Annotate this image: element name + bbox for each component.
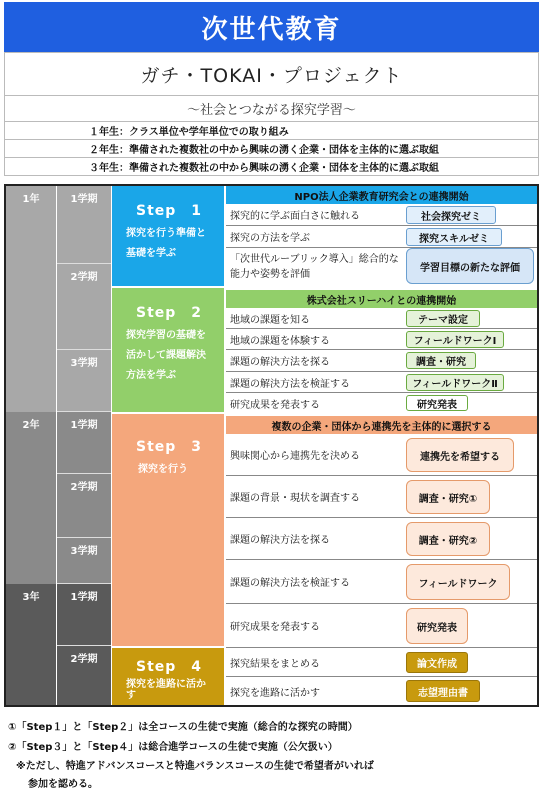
step-4-title: Step 4 <box>136 659 203 675</box>
tag-social-seminar: 社会探究ゼミ <box>406 206 496 224</box>
activity-text: 興味関心から連携先を決める <box>230 451 360 462</box>
step-2-desc: 探究学習の基礎を活かして課題解決方法を学ぶ <box>126 330 206 381</box>
tag-presentation: 研究発表 <box>406 395 468 411</box>
step-1-title: Step 1 <box>136 203 203 219</box>
list-item <box>226 308 537 329</box>
intro-year3: ３年生：準備された複数社の中から興味の湧く企業・団体を主体的に選ぶ取組 <box>4 158 539 176</box>
term-1-1: 1学期 <box>57 186 111 264</box>
tag-motivation-letter: 志望理由書 <box>406 680 480 702</box>
term-2-1: 1学期 <box>57 412 111 474</box>
tag-research-1: 調査・研究① <box>406 480 490 514</box>
activity-text: 探究を進路に活かす <box>230 687 320 699</box>
step-4-desc: 探究を進路に活かす <box>126 679 206 701</box>
term-2-2: 2学期 <box>57 474 111 538</box>
list-item <box>226 393 537 413</box>
page-title: 次世代教育 <box>4 2 539 52</box>
tag-skill-seminar: 探究スキルゼミ <box>406 228 502 246</box>
tag-fieldwork: フィールドワーク <box>406 564 510 600</box>
term-2-3: 3学期 <box>57 538 111 584</box>
footnote-3: ※ただし、特進アドバンスコースと特進バランスコースの生徒で希望者がいれば <box>16 761 374 772</box>
intro-year1: １年生：クラス単位や学年単位での取り組み <box>4 122 539 140</box>
term-1-2: 2学期 <box>57 264 111 350</box>
activity-text: 探究的に学ぶ面白さに触れる <box>230 211 360 222</box>
activity-text: 課題の解決方法を検証する <box>230 378 350 390</box>
step-3-block <box>112 414 224 646</box>
step-1-desc: 探究を行う準備と基礎を学ぶ <box>126 228 206 259</box>
activity-text: 「次世代ルーブリック導入」総合的な能力や姿勢を評価 <box>230 254 399 280</box>
step-1-partner-header: NPO法人企業教育研究会との連携開始 <box>226 186 537 204</box>
tag-presentation-3: 研究発表 <box>406 608 468 644</box>
tagline: ～社会とつながる探究学習～ <box>4 96 539 122</box>
activity-text: 探究結果をまとめる <box>230 658 320 670</box>
year-2-cell: 2年 <box>6 412 56 584</box>
step-2-title: Step 2 <box>136 305 203 321</box>
list-item <box>226 518 537 560</box>
activity-text: 地域の課題を知る <box>230 314 310 326</box>
term-3-1: 1学期 <box>57 584 111 646</box>
tag-research: 調査・研究 <box>406 352 476 369</box>
activity-text: 研究成果を発表する <box>230 399 320 411</box>
term-3-2: 2学期 <box>57 646 111 705</box>
activity-text: 探究の方法を学ぶ <box>230 233 310 244</box>
step-4-block <box>112 648 224 705</box>
step-3-partner-header: 複数の企業・団体から連携先を主体的に選択する <box>226 416 537 434</box>
tag-theme: テーマ設定 <box>406 310 480 327</box>
tag-fieldwork-2: フィールドワークⅡ <box>406 374 504 391</box>
tag-new-evaluation: 学習目標の新たな評価 <box>406 248 534 284</box>
list-item <box>226 476 537 518</box>
activity-text: 地域の課題を体験する <box>230 335 330 347</box>
list-item <box>226 648 537 677</box>
activity-text: 課題の解決方法を検証する <box>230 578 350 589</box>
footnote-4: 参加を認める。 <box>28 779 98 790</box>
activity-text: 課題の解決方法を探る <box>230 357 330 368</box>
tag-thesis: 論文作成 <box>406 652 468 673</box>
tag-choose-partner: 連携先を希望する <box>406 438 514 472</box>
intro-year2: ２年生：準備された複数社の中から興味の湧く企業・団体を主体的に選ぶ取組 <box>4 140 539 158</box>
list-item <box>226 350 537 372</box>
activity-text: 研究成果を発表する <box>230 622 320 633</box>
tag-fieldwork-1: フィールドワークⅠ <box>406 331 504 348</box>
footnote-2: ②「Step３」と「Step４」は総合進学コースの生徒で実施（公欠扱い） <box>8 742 338 753</box>
step-2-block <box>112 288 224 412</box>
tag-research-2: 調査・研究② <box>406 522 490 556</box>
activity-text: 課題の解決方法を探る <box>230 535 330 546</box>
list-item <box>226 677 537 705</box>
year-3-cell: 3年 <box>6 584 56 705</box>
activity-text: 課題の背景・現状を調査する <box>230 493 360 504</box>
project-name: ガチ・TOKAI・プロジェクト <box>4 52 539 96</box>
list-item <box>226 604 537 648</box>
step-3-title: Step 3 <box>136 439 203 455</box>
term-1-3: 3学期 <box>57 350 111 412</box>
step-3-desc: 探究を行う <box>138 464 188 475</box>
year-1-cell: 1年 <box>6 186 56 412</box>
footnote-1: ①「Step１」と「Step２」は全コースの生徒で実施（総合的な探究の時間） <box>8 722 358 733</box>
step-2-partner-header: 株式会社スリーハイとの連携開始 <box>226 290 537 308</box>
step-1-block <box>112 186 224 286</box>
